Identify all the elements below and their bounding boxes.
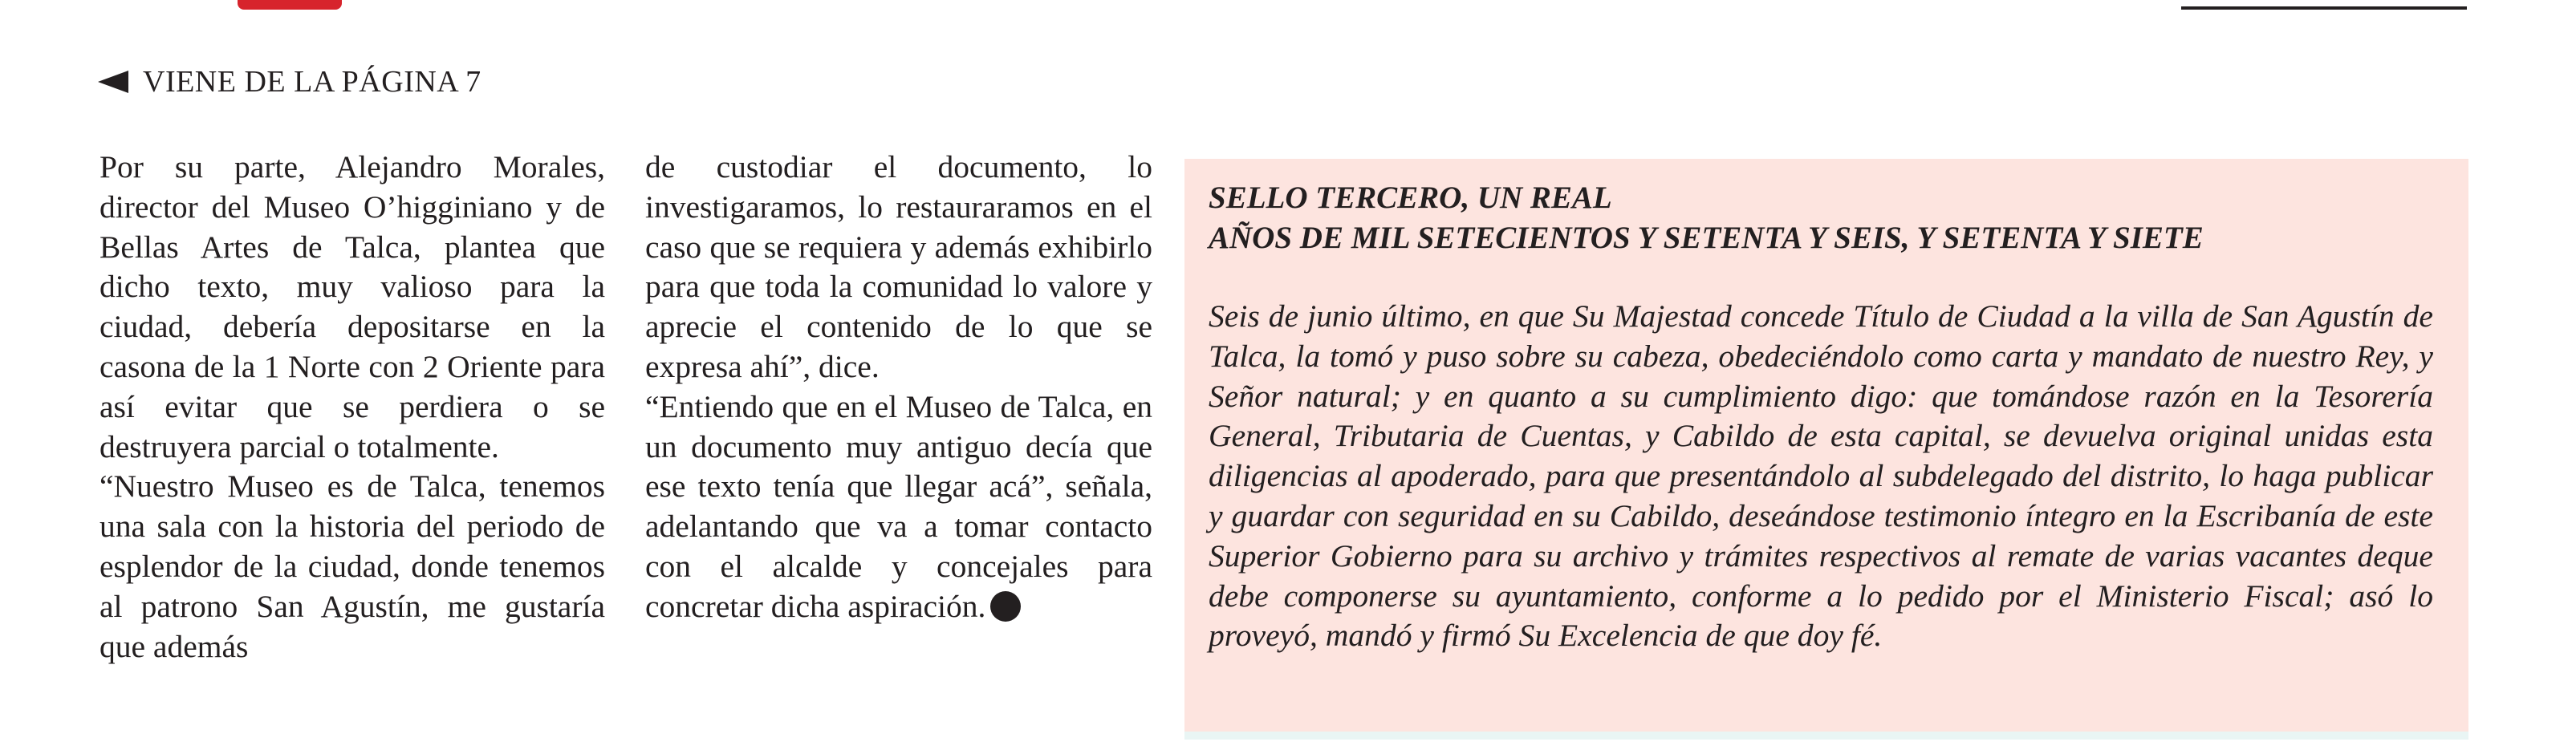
sidebar-body: Seis de junio último, en que Su Majestad concede Título de Ciudad a la villa de San Agustín de Talca, la tomó y puso sobre su cabeza, obedeciéndolo como carta y mandato de nuestro Rey, y Señor natural; y en quanto a su cumplimiento digo: que tomándose razón en la Tesorería General, Tributaria de Cuentas, y Cabildo de esta capital, se devuelva original unidas esta diligencias al apoderado, para que presentándolo al subdelegado del distrito, lo haga publicar y guardar con seguridad en su Cabildo, deseándose testimonio íntegro en la Escribanía de este Superior Gobierno para su archivo y trámites respectivos al remate de varias vacantes deque debe componerse su ayuntamiento, conforme a lo pedido por el Ministerio Fiscal; asó lo proveyó, mandó y firmó Su Excelencia de que doy fé. [1209,298,2433,654]
continued-from-text: VIENE DE LA PÁGINA 7 [143,65,481,99]
paragraph: Por su parte, Alejandro Morales, director del Museo O’higginiano y de Bellas Artes de Talca, plantea que dicho texto, muy valioso para la ciudad, debería depositarse en la casona de la 1 Norte con 2 Oriente para así evitar que se perdiera o se destruyera parcial o totalmente. [100,149,605,464]
paragraph-text: “Entiendo que en el Museo de Talca, en un documento muy antiguo decía que ese texto tenía que llegar acá”, señala, adelantando que va a tomar contacto con el alcalde y concejales para concretar dicha aspiración. [645,388,1152,624]
paragraph-last [645,387,1152,627]
article-column-2 [645,148,1152,627]
left-arrow-icon [98,71,128,93]
paragraph: “Nuestro Museo es de Talca, tenemos una sala con la historia del periodo de esplendor de la ciudad, donde tenemos al patrono San Agustín, me gustaría que además [100,468,605,664]
continued-from-label [98,64,481,99]
sidebar-bottom-divider [1184,732,2468,740]
historical-document-sidebar [1184,159,2468,732]
sidebar-heading-1: SELLO TERCERO, UN REAL [1209,180,1612,215]
article-column-1 [100,148,605,667]
paragraph: de custodiar el documento, lo investigaramos, lo restauraramos en el caso que se requiera y además exhibirlo para que toda la comunidad lo valore y aprecie el contenido de lo que se expresa ahí”, dice. [645,149,1152,384]
end-of-article-bullet-icon [990,591,1021,622]
sidebar-heading-2: AÑOS DE MIL SETECIENTOS Y SETENTA Y SEIS, Y SETENTA Y SIETE [1209,221,2204,255]
header-rule [2181,6,2467,10]
section-tab [238,0,342,10]
